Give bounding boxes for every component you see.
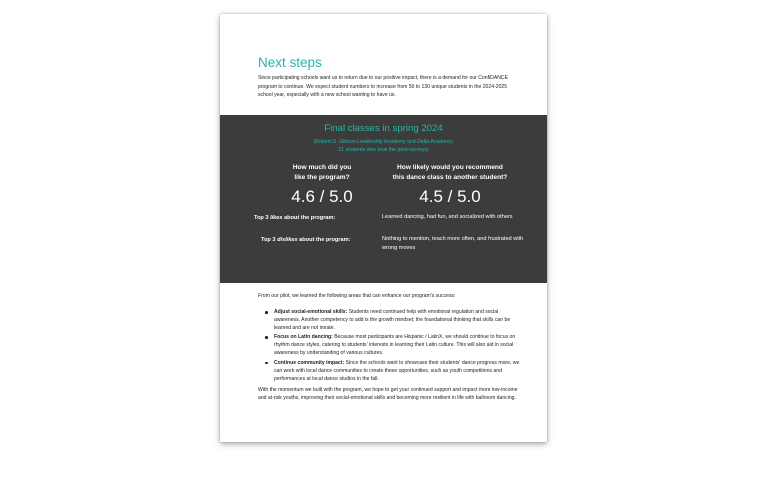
question-recommend — [380, 163, 520, 183]
results-subtitle-line1: (Robert O. Gibson Leadership Academy and Delta Academy; — [313, 139, 454, 145]
list-item: Focus on Latin dancing: Because most participants are Hispanic / LatinX, we should continue to focus on rhythm dance styles, catering to students' interests in learning their Latin culture. This will also aid in social awareness by understanding of various cultures. — [274, 333, 524, 357]
question-like — [272, 163, 372, 183]
document-page — [220, 14, 547, 442]
results-subtitle-line2: 21 students who took the post-surveys) — [338, 147, 429, 153]
closing-paragraph: With the momentum we built with the program, we hope to get your continued support and impact more low-income and at-risk youths, improving their social-emotional skills and becoming more resilient in life with ballroom dancing. — [258, 387, 518, 402]
learnings-intro: From our pilot, we learned the following areas that can enhance our program's success: — [258, 293, 456, 299]
score-like: 4.6 / 5.0 — [291, 187, 353, 206]
question-recommend-line2: this dance class to another student? — [392, 174, 508, 181]
list-item: Adjust social-emotional skills: Students need continued help with emotional regulation and social awareness. Another competency to add is the growth mindset; the foundational thinking that skills can be learned and are not innate. — [274, 308, 524, 332]
learnings-list — [274, 308, 524, 384]
dislikes-text: Nothing to mention, teach more often, and frustrated with wrong moves — [382, 236, 524, 252]
section-heading: Next steps — [258, 55, 322, 70]
list-item: Continue community impact: Since the schools want to showcase their students' dance progress more, we can work with local dance communities to create these opportunities, such as youth competitions and performances at local dance studios in the fall. — [274, 359, 524, 383]
dislikes-label: Top 3 dislikes about the program: — [261, 237, 351, 243]
likes-label: Top 3 likes about the program: — [254, 215, 336, 221]
score-recommend: 4.5 / 5.0 — [419, 187, 481, 206]
intro-paragraph: Since participating schools want us to return due to our positive impact, there is a demand for our ConfiDANCE program to continue. We expect student numbers to increase from 50 to 130 unique students in the 2024-2025 school year, especially with a new school wanting to have us. — [258, 75, 509, 99]
question-like-line2: like the program? — [294, 174, 350, 181]
results-title: Final classes in spring 2024 — [324, 123, 443, 134]
results-panel — [220, 115, 547, 283]
question-recommend-line1: How likely would you recommend — [397, 164, 503, 171]
question-like-line1: How much did you — [292, 164, 352, 171]
likes-text: Learned dancing, had fun, and socialized with others — [382, 214, 513, 220]
